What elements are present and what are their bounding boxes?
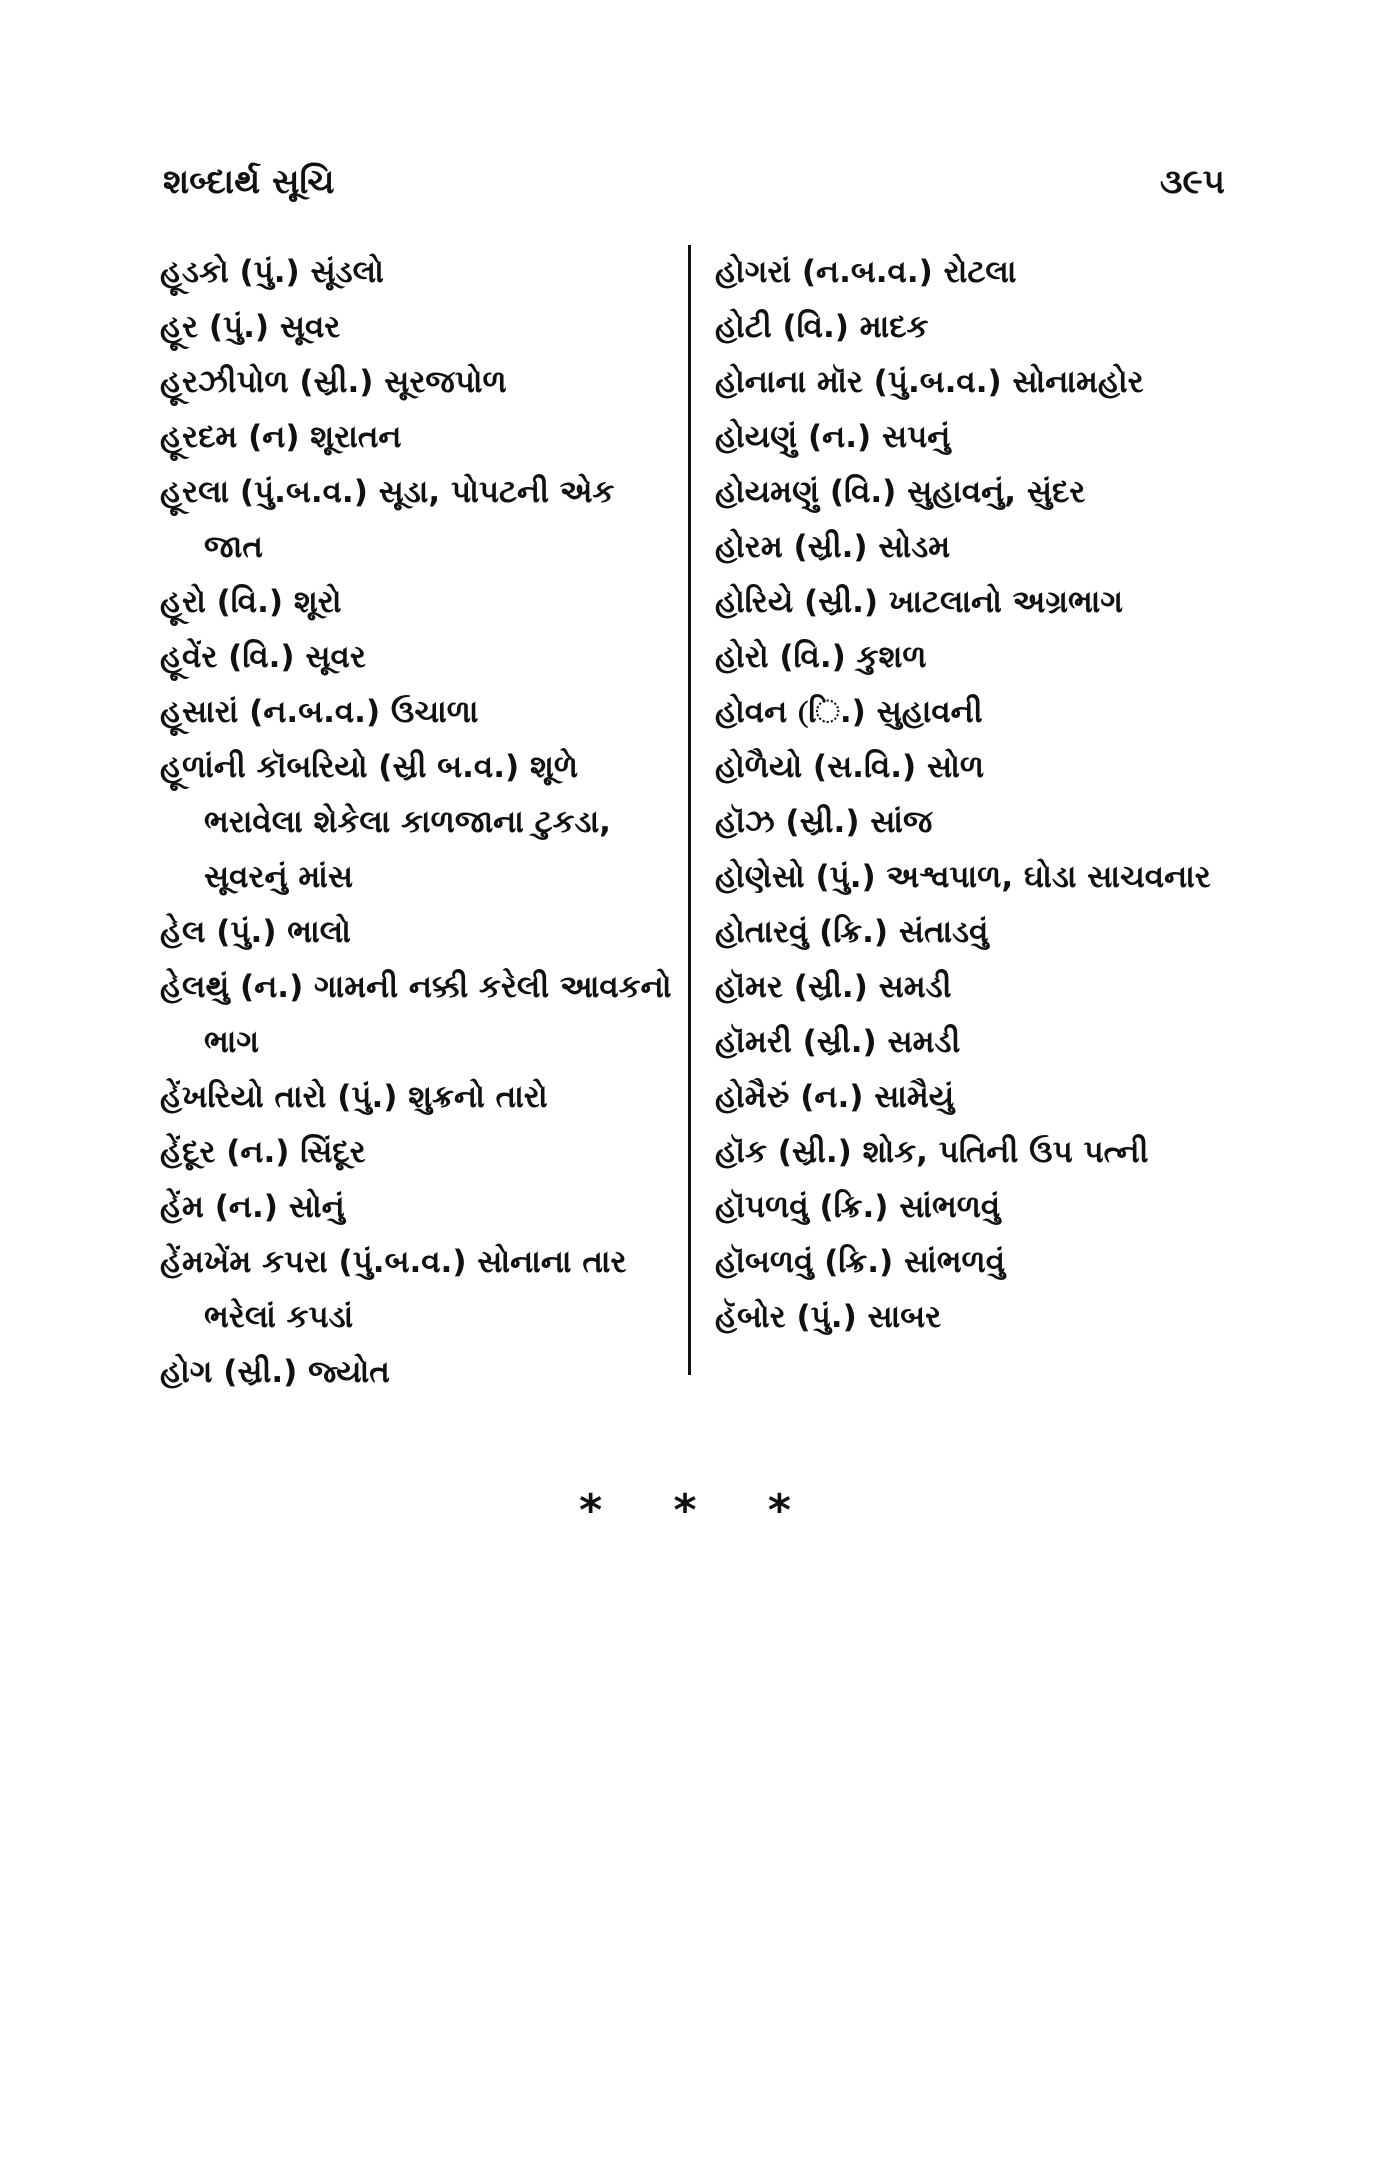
glossary-entry: હૂડકો (પું.) સૂંડલો <box>160 254 384 290</box>
glossary-entry: હૉમર (સ્રી.) સમડી <box>715 969 952 1005</box>
glossary-entry: હૉબળવું (ક્રિ.) સાંભળવું <box>715 1244 1006 1280</box>
glossary-entry: હોનાના મૉર (પું.બ.વ.) સોનામહોર <box>715 364 1144 400</box>
glossary-entry: હોતારવું (ક્રિ.) સંતાડવું <box>715 914 989 950</box>
glossary-right-column <box>715 245 1245 1345</box>
glossary-entry: હૂરદમ (ન) શૂરાતન <box>160 419 402 455</box>
glossary-entry: હૂવેંર (વિ.) સૂવર <box>160 639 366 675</box>
glossary-entry: હેંખરિયો તારો (પું.) શુક્રનો તારો <box>160 1079 548 1115</box>
glossary-entry: હેલથું (ન.) ગામની નક્કી કરેલી આવકનો ભાગ <box>160 969 672 1060</box>
glossary-entry: હૉઝ (સ્રી.) સાંજ <box>715 804 933 840</box>
glossary-entry: હેલ (પું.) ભાલો <box>160 914 351 950</box>
glossary-entry: હેંમ (ન.) સોનું <box>160 1189 345 1225</box>
glossary-entry: હૉપળવું (ક્રિ.) સાંભળવું <box>715 1189 1001 1225</box>
page-number: ૩૯૫ <box>1159 162 1225 202</box>
glossary-entry: હૂર (પું.) સૂવર <box>160 309 341 345</box>
glossary-entry: હોયમણું (વિ.) સુહાવનું, સુંદર <box>715 474 1086 510</box>
glossary-entry: હોળૈયો (સ.વિ.) સોળ <box>715 749 985 785</box>
glossary-entry: હોવન (િ.) સુહાવની <box>715 694 983 730</box>
glossary-entry: હોમૈરું (ન.) સામૈયું <box>715 1079 955 1115</box>
glossary-entry: હોયણું (ન.) સપનું <box>715 419 951 455</box>
glossary-entry: હોટી (વિ.) માદક <box>715 309 929 345</box>
glossary-entry: હોગ (સ્રી.) જ્યોત <box>160 1354 390 1390</box>
glossary-left-column <box>160 245 675 1400</box>
glossary-entry: હોરિયે (સ્રી.) ખાટલાનો અગ્રભાગ <box>715 584 1124 620</box>
glossary-entry: હૉક (સ્રી.) શોક, પતિની ઉપ પત્ની <box>715 1134 1149 1170</box>
glossary-entry: હૂરલા (પું.બ.વ.) સૂડા, પોપટની એક જાત <box>160 474 615 565</box>
glossary-entry: હૂરઝીપોળ (સ્રી.) સૂરજપોળ <box>160 364 507 400</box>
glossary-entry: હેંદૂર (ન.) સિંદૂર <box>160 1134 366 1170</box>
glossary-entry: હૂરો (વિ.) શૂરો <box>160 584 342 620</box>
glossary-entry: હૂળાંની કૉબરિયો (સ્રી બ.વ.) શૂળે ભરાવેલા શેકેલા કાળજાના ટુકડા, સૂવરનું માંસ <box>160 749 611 895</box>
running-head-title: શબ્દાર્થ સૂચિ <box>163 162 335 202</box>
glossary-entry: હૉમરી (સ્રી.) સમડી <box>715 1024 961 1060</box>
glossary-entry: હેંમખેંમ કપરા (પું.બ.વ.) સોનાના તાર ભરેલાં કપડાં <box>160 1244 627 1335</box>
glossary-entry: હોણેસો (પું.) અશ્વપાળ, ઘોડા સાચવનાર <box>715 859 1211 895</box>
glossary-entry: હોગરાં (ન.બ.વ.) રોટલા <box>715 254 1017 290</box>
glossary-entry: હૂસારાં (ન.બ.વ.) ઉચાળા <box>160 694 479 730</box>
column-divider <box>688 245 691 1375</box>
glossary-entry: હૅબોર (પું.) સાબર <box>715 1299 942 1335</box>
glossary-entry: હોરો (વિ.) કુશળ <box>715 639 927 675</box>
end-ornament: * * * <box>579 1485 819 1536</box>
glossary-entry: હોરમ (સ્રી.) સોડમ <box>715 529 951 565</box>
